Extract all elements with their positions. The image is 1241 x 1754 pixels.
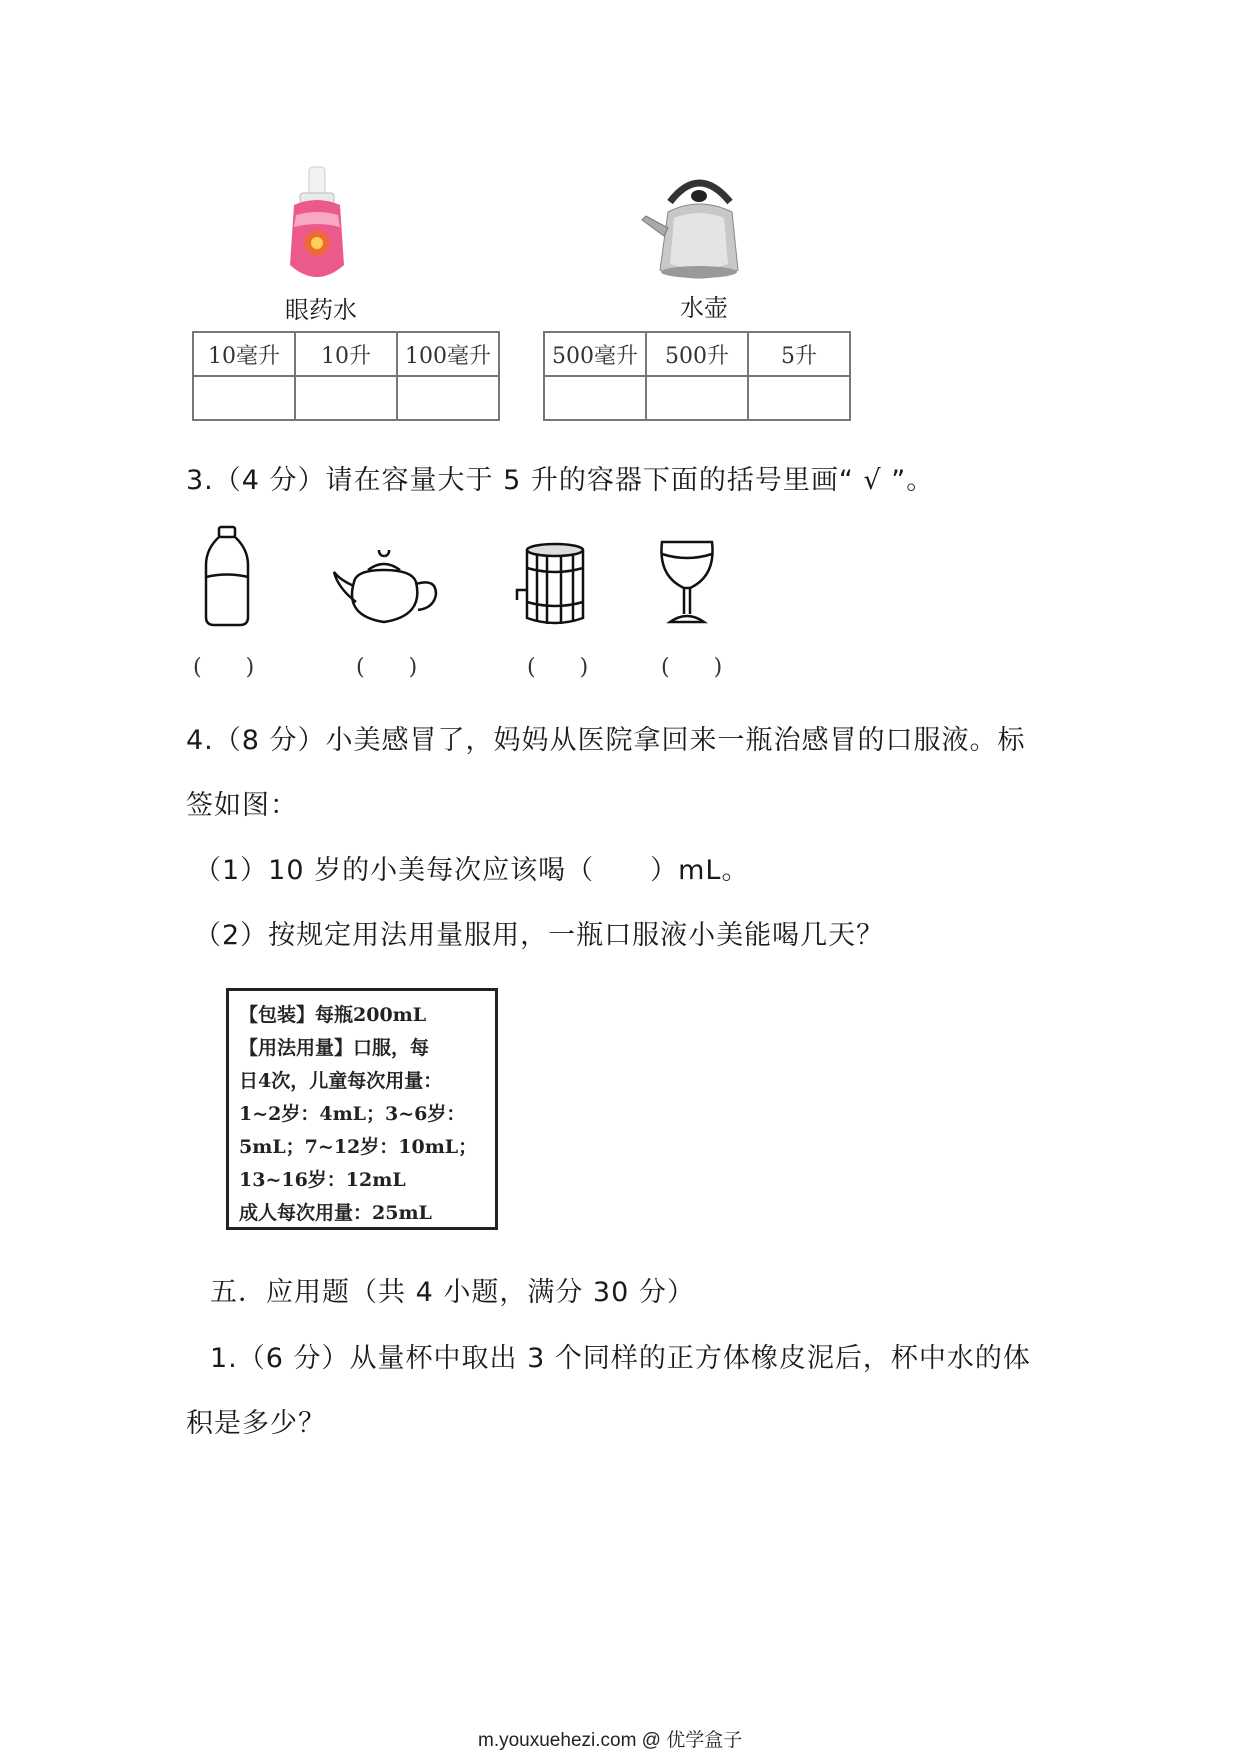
answer-cell[interactable] — [646, 376, 748, 420]
kettle-image — [640, 162, 758, 288]
answer-paren[interactable]: ( ) — [193, 655, 255, 680]
question-4-line1: 4.（8 分）小美感冒了，妈妈从医院拿回来一瓶治感冒的口服液。标 — [186, 725, 1026, 756]
label-line: 1~2岁：4mL；3~6岁： — [239, 1103, 466, 1125]
answer-cell[interactable] — [193, 376, 295, 420]
page-footer: m.youxuehezi.com @ 优学盒子 — [478, 1730, 743, 1751]
answer-cell[interactable] — [397, 376, 499, 420]
answer-cell[interactable] — [295, 376, 397, 420]
label-line: 【用法用量】口服，每 — [239, 1037, 430, 1059]
answer-cell[interactable] — [748, 376, 850, 420]
section-5-q1-line1: 1.（6 分）从量杯中取出 3 个同样的正方体橡皮泥后，杯中水的体 — [210, 1343, 1031, 1374]
barrel-image — [513, 540, 589, 630]
question-4-line2: 签如图： — [186, 790, 298, 821]
answer-cell[interactable] — [544, 376, 646, 420]
question-3-text: 3.（4 分）请在容量大于 5 升的容器下面的括号里画“ √ ”。 — [186, 465, 935, 496]
label-line: 【包装】每瓶200mL — [239, 1004, 427, 1026]
eye-drops-options-table — [192, 331, 500, 421]
option-cell: 100毫升 — [397, 332, 499, 376]
medicine-label — [226, 988, 498, 1230]
section-5-heading: 五．应用题（共 4 小题，满分 30 分） — [210, 1277, 695, 1308]
teapot-image — [332, 550, 446, 630]
option-cell: 500毫升 — [544, 332, 646, 376]
label-line: 13~16岁：12mL — [239, 1169, 406, 1191]
question-4-sub1: （1）10 岁的小美每次应该喝（ ）mL。 — [194, 855, 750, 886]
eye-drops-caption: 眼药水 — [285, 296, 357, 324]
answer-paren[interactable]: ( ) — [356, 655, 418, 680]
section-5-q1-line2: 积是多少？ — [186, 1408, 326, 1439]
option-cell: 10毫升 — [193, 332, 295, 376]
option-cell: 500升 — [646, 332, 748, 376]
wine-glass-image — [656, 536, 718, 628]
option-cell: 5升 — [748, 332, 850, 376]
label-line: 成人每次用量：25mL — [239, 1202, 432, 1224]
answer-paren[interactable]: ( ) — [527, 655, 589, 680]
kettle-caption: 水壶 — [680, 294, 728, 322]
label-line: 日4次，儿童每次用量： — [239, 1070, 443, 1092]
water-bottle-image — [200, 525, 254, 629]
question-4-sub2: （2）按规定用法用量服用，一瓶口服液小美能喝几天？ — [194, 920, 885, 951]
kettle-options-table — [543, 331, 851, 421]
label-line: 5mL；7~12岁：10mL； — [239, 1136, 478, 1158]
eye-drops-image — [282, 165, 352, 287]
option-cell: 10升 — [295, 332, 397, 376]
answer-paren[interactable]: ( ) — [661, 655, 723, 680]
